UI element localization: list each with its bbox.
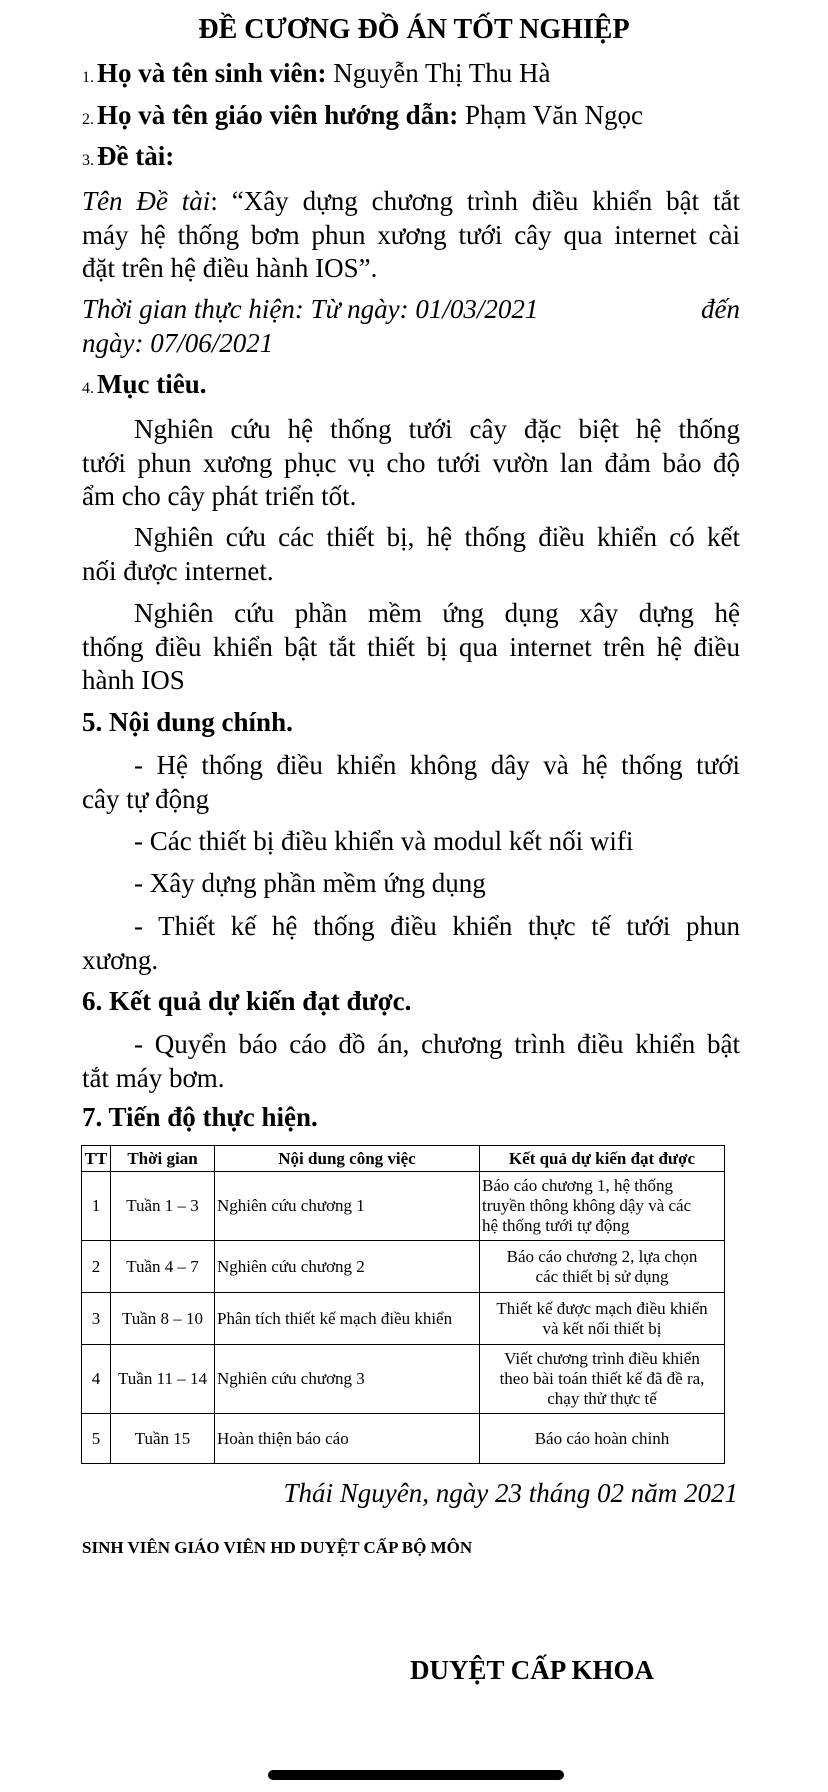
objective-paragraph: Nghiên cứu hệ thống tưới cây đặc biệt hệ thống tưới phun xương phục vụ cho tưới vườn lan đảm bảo độ ẩm cho cây phát triển tốt. [82,414,740,511]
place-date-line: Thái Nguyên, ngày 23 tháng 02 năm 2021 [283,1478,738,1508]
objectives-heading: 4. Mục tiêu. [82,369,207,399]
objective-paragraph: Nghiên cứu phần mềm ứng dụng xây dựng hệ thống điều khiển bật tắt thiết bị qua internet trên hệ điều hành IOS [82,598,740,695]
progress-table [81,1145,725,1464]
content-bullet: - Hệ thống điều khiển không dây và hệ thống tưới cây tự động [82,750,740,814]
header-content: Nội dung công việc [215,1146,480,1172]
table-row: 4 Tuần 11 – 14 Nghiên cứu chương 3 Viết chương trình điều khiển theo bài toán thiết kế đã đề ra, chạy thử thực tế [82,1345,725,1414]
topic-paragraph: Tên Đề tài: “Xây dựng chương trình điều khiển bật tắt máy hệ thống bơm phun xương tưới cây qua internet cài đặt trên hệ điều hành IOS”. [82,186,740,283]
home-indicator[interactable] [268,1770,564,1780]
header-tt: TT [82,1146,111,1172]
student-name-value: Nguyễn Thị Thu Hà [333,58,551,88]
faculty-approval: DUYỆT CẤP KHOA [410,1655,655,1685]
supervisor-value: Phạm Văn Ngọc [464,100,643,130]
header-time: Thời gian [111,1146,215,1172]
student-name-line: 1. Họ và tên sinh viên: Nguyễn Thị Thu Hà [82,58,551,88]
supervisor-line: 2. Họ và tên giáo viên hướng dẫn: Phạm Văn Ngọc [82,100,643,130]
objective-paragraph: Nghiên cứu các thiết bị, hệ thống điều khiển có kết nối được internet. [82,522,740,586]
topic-heading: 3. Đề tài: [82,141,175,171]
table-row: 1 Tuần 1 – 3 Nghiên cứu chương 1 Báo cáo chương 1, hệ thống truyền thông không dậy và các hệ thống tưới tự động [82,1172,725,1241]
supervisor-label: Họ và tên giáo viên hướng dẫn: [97,100,459,130]
table-row: 2 Tuần 4 – 7 Nghiên cứu chương 2 Báo cáo chương 2, lựa chọn các thiết bị sử dụng [82,1241,725,1293]
table-header-row [82,1146,725,1172]
table-row: 5 Tuần 15 Hoàn thiện báo cáo Báo cáo hoàn chỉnh [82,1414,725,1464]
progress-heading: 7. Tiến độ thực hiện. [82,1102,318,1132]
content-bullet: - Thiết kế hệ thống điều khiển thực tế tưới phun xương. [82,911,740,975]
table-row: 3 Tuần 8 – 10 Phân tích thiết kế mạch điều khiển Thiết kế được mạch điều khiển và kết nối thiết bị [82,1293,725,1345]
content-bullet: - Xây dựng phần mềm ứng dụng [134,868,486,898]
expected-results-text: - Quyển báo cáo đồ án, chương trình điều khiển bật tắt máy bơm. [82,1029,740,1093]
main-content-heading: 5. Nội dung chính. [82,707,293,737]
time-period: Thời gian thực hiện: Từ ngày: 01/03/2021 đến ngày: 07/06/2021 [82,294,740,358]
signature-headings: SINH VIÊN GIÁO VIÊN HD DUYỆT CẤP BỘ MÔN [82,1538,473,1557]
topic-label: Tên Đề tài [82,186,211,216]
header-result: Kết quả dự kiến đạt được [480,1146,725,1172]
expected-results-heading: 6. Kết quả dự kiến đạt được. [82,986,412,1016]
document-title: ĐỀ CƯƠNG ĐỒ ÁN TỐT NGHIỆP [198,14,630,45]
student-name-label: Họ và tên sinh viên: [97,58,327,88]
content-bullet: - Các thiết bị điều khiển và modul kết nối wifi [134,826,634,856]
